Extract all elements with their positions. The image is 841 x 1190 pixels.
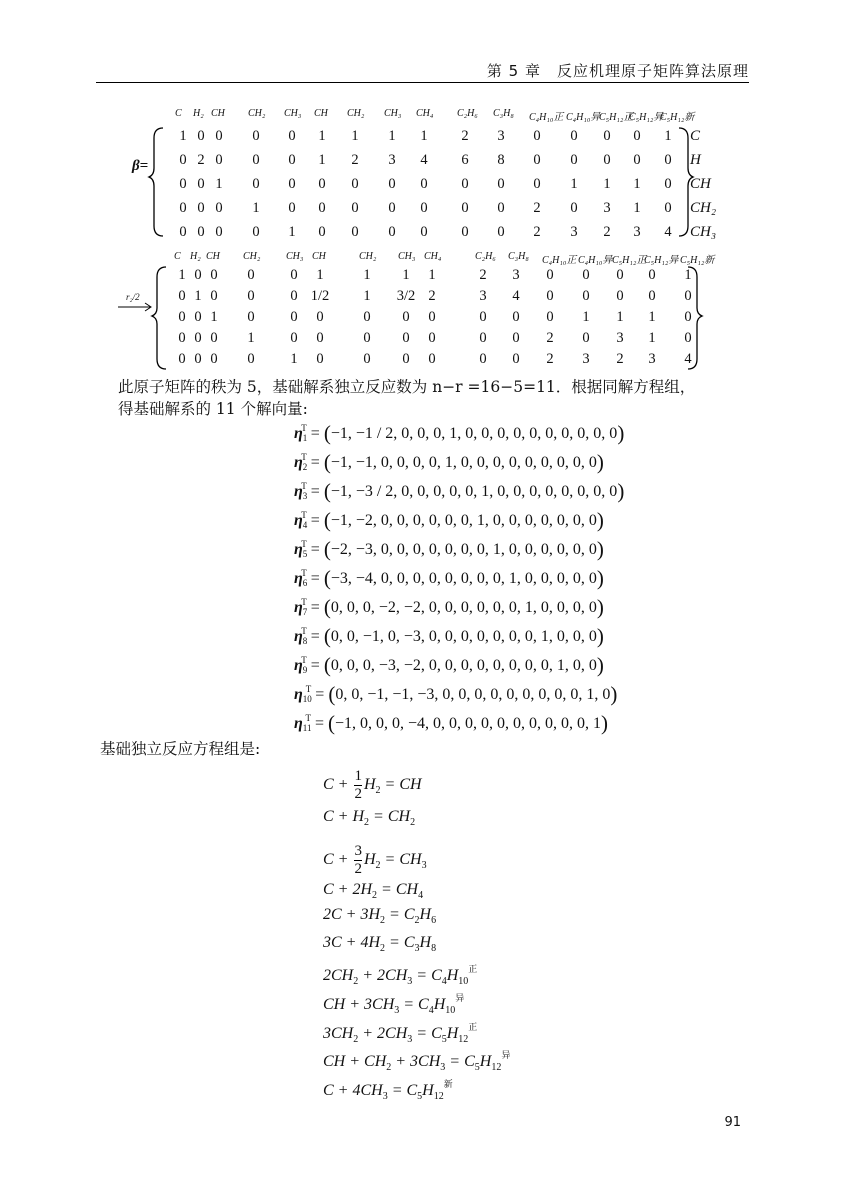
matrix-row-label: CH₃ [690,224,717,240]
matrix-cell: 0 [582,267,590,283]
matrix-cell: 3 [633,224,641,240]
matrix-cell: 4 [420,152,428,168]
vector-symbol: η [294,686,303,703]
matrix-cell: 1 [363,267,371,283]
matrix-cell: 0 [633,128,641,144]
matrix-column-header: CH₂ [347,108,365,119]
matrix-cell: 0 [194,309,202,325]
matrix-cell: 1 [210,309,218,325]
matrix-cell: 0 [461,224,469,240]
matrix-cell: 8 [497,152,505,168]
matrix-cell: 0 [633,152,641,168]
matrix-cell: 0 [582,330,590,346]
matrix-cell: 3/2 [396,288,416,304]
matrix-cell: 2 [461,128,469,144]
solution-vector: $\eta_9^T = (0$, 0, 0, −3, −2, 0, 0, 0, 0, 0, 0, 0, 0, 1, 0, 0) [294,653,604,677]
matrix-cell: 1 [570,176,578,192]
matrix-cell: 0 [570,128,578,144]
matrix-cell: 0 [252,176,260,192]
vector-symbol: η [294,657,303,674]
reaction-equation: $2C + 3H_2 = C_2H_6$ [323,906,437,926]
solution-vector: $\eta_2^T = (-1$, −1, 0, 0, 0, 0, 1, 0, 0, 0, 0, 0, 0, 0, 0, 0) [294,450,604,474]
matrix-cell: 1 [402,267,410,283]
matrix-cell: 3 [570,224,578,240]
matrix-cell: 0 [210,288,218,304]
matrix-cell: 1 [351,128,359,144]
matrix-cell: 0 [288,152,296,168]
matrix-cell: 0 [288,176,296,192]
vector-symbol: η [294,715,303,732]
vector-symbol: η [294,512,303,529]
matrix-cell: 0 [684,330,692,346]
vector-components: = (−2, −3, 0, 0, 0, 0, 0, 0, 0, 1, 0, 0, 0, 0, 0, 0) [306,537,604,561]
matrix-cell: 0 [479,309,487,325]
matrix-cell: 0 [582,288,590,304]
reaction-equation: $3C + 4H_2 = C_3H_8$ [323,934,437,954]
matrix-column-header: C₅H₁₂正 [599,112,634,123]
matrix-cell: 0 [290,330,298,346]
reduced-matrix [0,245,841,375]
reaction-equation: $2CH_2 + 2CH_3 = C_4H_{10}^正$ [323,964,478,987]
matrix-cell: 0 [197,200,205,216]
matrix-cell: 1 [215,176,223,192]
equations-intro: 基础独立反应方程组是: [100,740,261,758]
matrix-cell: 0 [197,176,205,192]
matrix-column-header: C₄H₁₀正 [542,255,577,266]
matrix-cell: 4 [512,288,520,304]
atom-matrix-beta [0,100,841,240]
matrix-cell: 4 [664,224,672,240]
matrix-cell: 0 [247,309,255,325]
matrix-cell: 0 [533,152,541,168]
matrix-cell: 0 [179,224,187,240]
vector-components: = (0, 0, 0, −2, −2, 0, 0, 0, 0, 0, 0, 1, 0, 0, 0, 0) [306,595,604,619]
matrix-cell: 0 [420,224,428,240]
matrix-cell: 6 [461,152,469,168]
matrix-cell: 1 [288,224,296,240]
matrix-column-header: CH [312,251,326,262]
matrix-cell: 0 [288,128,296,144]
matrix-cell: 1 [648,330,656,346]
matrix-cell: 0 [512,309,520,325]
matrix-cell: 2 [351,152,359,168]
matrix-cell: 0 [428,330,436,346]
solution-vector: $\eta_{10}^T = (0$, 0, −1, −1, −3, 0, 0, 0, 0, 0, 0, 0, 0, 0, 1, 0) [294,682,618,706]
rank-paragraph: 此原子矩阵的秩为 5，基础解系独立反应数为 n−r =16−5=11．根据同解方程组， [118,378,696,396]
matrix-cell: 0 [512,330,520,346]
vector-symbol: η [294,483,303,500]
matrix-column-header: H₂ [193,108,204,119]
matrix-column-header: C₃H₈ [493,108,514,119]
matrix-cell: 1 [316,267,324,283]
matrix-column-header: CH₂ [359,251,377,262]
matrix-column-header: H₂ [190,251,201,262]
matrix-cell: 0 [210,267,218,283]
matrix-cell: 0 [179,200,187,216]
reaction-equation: $3CH_2 + 2CH_3 = C_5H_{12}^正$ [323,1022,478,1045]
matrix-cell: 0 [290,267,298,283]
matrix-column-header: C₃H₈ [508,251,529,262]
matrix-cell: 0 [179,152,187,168]
matrix-cell: 1 [318,128,326,144]
page-number: 91 [724,1115,741,1130]
matrix-cell: 3 [603,200,611,216]
matrix-cell: 0 [428,309,436,325]
matrix-cell: 1 [633,176,641,192]
matrix-cell: 0 [363,309,371,325]
matrix-cell: 1 [178,267,186,283]
matrix-cell: 0 [316,330,324,346]
matrix-cell: 0 [179,176,187,192]
matrix-cell: 0 [684,288,692,304]
matrix-cell: 0 [363,330,371,346]
matrix-cell: 1 [684,267,692,283]
matrix-cell: 0 [388,224,396,240]
matrix-cell: 2 [197,152,205,168]
matrix-cell: 0 [197,224,205,240]
matrix-cell: 0 [402,330,410,346]
solution-vector: $\eta_5^T = (-2$, −3, 0, 0, 0, 0, 0, 0, 0, 1, 0, 0, 0, 0, 0, 0) [294,537,604,561]
matrix-cell: 1 [428,267,436,283]
matrix-cell: 1 [664,128,672,144]
matrix-column-header: C₂H₆ [475,251,496,262]
matrix-cell: 0 [178,309,186,325]
matrix-cell: 0 [178,351,186,367]
matrix-cell: 1 [648,309,656,325]
reaction-equation: C + $\frac{3}{2}$ $H_2 = CH_3$ [323,843,427,877]
matrix-cell: 0 [247,288,255,304]
matrix-cell: 0 [512,351,520,367]
matrix-cell: 0 [461,200,469,216]
reaction-equation: CH + $3CH_3 = C_4H_{10}^异$ [323,993,465,1016]
matrix-column-header: C₅H₁₂正 [612,255,647,266]
matrix-cell: 0 [388,176,396,192]
matrix-beta-brackets [0,100,841,240]
matrix-cell: 1 [388,128,396,144]
matrix-column-header: CH [314,108,328,119]
matrix-cell: 2 [546,330,554,346]
matrix-column-header: C₄H₁₀正 [529,112,564,123]
matrix-cell: 0 [497,200,505,216]
matrix-cell: 4 [684,351,692,367]
matrix-row-label: H [690,152,701,168]
matrix-cell: 0 [546,288,554,304]
matrix-cell: 0 [215,152,223,168]
matrix-row-label: C [690,128,701,144]
matrix-column-header: CH [206,251,220,262]
reaction-equation: $C + 4CH_3 = C_5H_{12}^新$ [323,1079,453,1102]
matrix-cell: 0 [497,176,505,192]
matrix-column-header: C₅H₁₂新 [680,255,715,266]
matrix-column-header: C [174,251,181,262]
matrix-cell: 0 [210,330,218,346]
vector-components: = (−1, −3 / 2, 0, 0, 0, 0, 0, 1, 0, 0, 0, 0, 0, 0, 0, 0) [306,479,625,503]
vector-symbol: η [294,599,303,616]
matrix-column-header: C₅H₁₂异 [644,255,679,266]
matrix-row-label: CH₂ [690,200,717,216]
matrix-cell: 0 [402,309,410,325]
matrix-cell: 0 [194,330,202,346]
vector-components: = (0, 0, 0, −3, −2, 0, 0, 0, 0, 0, 0, 0, 0, 1, 0, 0) [306,653,604,677]
matrix-cell: 1 [290,351,298,367]
vector-components: = (−1, −1 / 2, 0, 0, 0, 1, 0, 0, 0, 0, 0, 0, 0, 0, 0, 0) [306,421,625,445]
vector-components: = (−1, 0, 0, 0, −4, 0, 0, 0, 0, 0, 0, 0, 0, 0, 0, 1) [310,711,609,735]
matrix-cell: 3 [648,351,656,367]
matrix-cell: 1 [194,288,202,304]
vector-symbol: η [294,541,303,558]
matrix-cell: 1 [318,152,326,168]
matrix-cell: 0 [318,200,326,216]
matrix-cell: 0 [194,267,202,283]
matrix-cell: 2 [533,224,541,240]
matrix-cell: 0 [316,309,324,325]
matrix-cell: 2 [428,288,436,304]
matrix-cell: 3 [616,330,624,346]
matrix-cell: 1 [179,128,187,144]
matrix-cell: 0 [252,224,260,240]
matrix-cell: 1 [363,288,371,304]
matrix-cell: 0 [428,351,436,367]
vector-components: = (−1, −2, 0, 0, 0, 0, 0, 0, 1, 0, 0, 0, 0, 0, 0, 0) [306,508,604,532]
matrix-cell: 0 [318,224,326,240]
matrix-cell: 0 [288,200,296,216]
matrix-cell: 0 [479,330,487,346]
vector-components: = (−3, −4, 0, 0, 0, 0, 0, 0, 0, 0, 1, 0, 0, 0, 0, 0) [306,566,604,590]
matrix-cell: 0 [194,351,202,367]
matrix-cell: 0 [252,152,260,168]
matrix-column-header: CH [211,108,225,119]
matrix-cell: 0 [351,176,359,192]
solution-vector: $\eta_7^T = (0$, 0, 0, −2, −2, 0, 0, 0, 0, 0, 0, 1, 0, 0, 0, 0) [294,595,604,619]
matrix-cell: 2 [616,351,624,367]
vector-components: = (0, 0, −1, 0, −3, 0, 0, 0, 0, 0, 0, 0, 1, 0, 0, 0) [306,624,604,648]
matrix-cell: 0 [570,152,578,168]
reaction-equation: $C + 2H_2 = CH_4$ [323,881,424,901]
matrix-cell: 0 [603,128,611,144]
matrix-cell: 1 [252,200,260,216]
matrix-cell: 0 [420,176,428,192]
matrix-cell: 3 [388,152,396,168]
matrix-column-header: CH₄ [424,251,442,262]
matrix-cell: 0 [290,288,298,304]
matrix-cell: 1 [603,176,611,192]
matrix-cell: 0 [247,351,255,367]
vector-symbol: η [294,628,303,645]
matrix-column-header: C₂H₆ [457,108,478,119]
matrix-cell: 2 [479,267,487,283]
solution-vector: $\eta_1^T = (-1$, −1 / 2, 0, 0, 0, 1, 0, 0, 0, 0, 0, 0, 0, 0, 0, 0) [294,421,625,445]
matrix-cell: 0 [648,267,656,283]
matrix-row-label: CH [690,176,711,192]
matrix-column-header: CH₃ [398,251,416,262]
matrix-cell: 3 [582,351,590,367]
matrix-cell: 0 [247,267,255,283]
row-operation-label: r₂/2 [126,292,140,302]
matrix-cell: 1 [420,128,428,144]
matrix-cell: 0 [215,128,223,144]
matrix-cell: 2 [533,200,541,216]
matrix-cell: 0 [351,224,359,240]
matrix-cell: 0 [402,351,410,367]
matrix-cell: 1 [582,309,590,325]
matrix-cell: 0 [316,351,324,367]
solution-vector: $\eta_3^T = (-1$, −3 / 2, 0, 0, 0, 0, 0, 1, 0, 0, 0, 0, 0, 0, 0, 0) [294,479,625,503]
matrix-cell: 0 [648,288,656,304]
reaction-equation: CH + $CH_2 + 3CH_3 = C_5H_{12}^异$ [323,1050,511,1073]
matrix-cell: 0 [252,128,260,144]
matrix-cell: 0 [497,224,505,240]
vector-symbol: η [294,570,303,587]
vector-symbol: η [294,425,303,442]
reaction-equation: C + $\frac{1}{2}$ $H_2$ = CH [323,768,422,802]
matrix-cell: 0 [664,176,672,192]
matrix-column-header: CH₂ [248,108,266,119]
reaction-equation: $C + H_2 = CH_2$ [323,808,416,828]
matrix-cell: 0 [533,176,541,192]
matrix-cell: 0 [290,309,298,325]
matrix-column-header: C₄H₁₀异 [578,255,613,266]
matrix-cell: 0 [363,351,371,367]
matrix-cell: 0 [616,288,624,304]
matrix-beta-label: β= [132,158,149,174]
matrix-cell: 2 [546,351,554,367]
matrix-cell: 0 [616,267,624,283]
matrix-cell: 0 [210,351,218,367]
matrix-cell: 0 [351,200,359,216]
matrix-cell: 0 [318,176,326,192]
matrix-cell: 3 [512,267,520,283]
matrix-cell: 0 [479,351,487,367]
matrix-column-header: CH₃ [284,108,302,119]
matrix-cell: 0 [197,128,205,144]
vector-symbol: η [294,454,303,471]
matrix-cell: 3 [497,128,505,144]
matrix-cell: 0 [664,152,672,168]
matrix-cell: 1 [616,309,624,325]
matrix-cell: 1/2 [310,288,330,304]
vector-components: = (0, 0, −1, −1, −3, 0, 0, 0, 0, 0, 0, 0, 0, 0, 1, 0) [311,682,618,706]
matrix-cell: 0 [570,200,578,216]
solution-vector: $\eta_{11}^T = (-1$, 0, 0, 0, −4, 0, 0, 0, 0, 0, 0, 0, 0, 0, 0, 1) [294,711,609,735]
matrix-column-header: C₅H₁₂异 [629,112,664,123]
matrix-cell: 0 [664,200,672,216]
solution-vector: $\eta_6^T = (-3$, −4, 0, 0, 0, 0, 0, 0, 0, 0, 1, 0, 0, 0, 0, 0) [294,566,604,590]
matrix-cell: 0 [215,224,223,240]
matrix-cell: 0 [546,309,554,325]
matrix-cell: 0 [533,128,541,144]
vector-components: = (−1, −1, 0, 0, 0, 0, 1, 0, 0, 0, 0, 0, 0, 0, 0, 0) [306,450,604,474]
matrix-cell: 0 [546,267,554,283]
matrix-cell: 0 [178,330,186,346]
matrix-cell: 0 [684,309,692,325]
matrix-cell: 0 [388,200,396,216]
matrix-cell: 0 [215,200,223,216]
solution-vector: $\eta_8^T = (0$, 0, −1, 0, −3, 0, 0, 0, 0, 0, 0, 0, 1, 0, 0, 0) [294,624,604,648]
matrix-cell: 0 [420,200,428,216]
matrix-column-header: CH₃ [286,251,304,262]
matrix-column-header: C₄H₁₀异 [566,112,601,123]
matrix-cell: 0 [603,152,611,168]
matrix-column-header: CH₃ [384,108,402,119]
matrix-cell: 0 [461,176,469,192]
running-header: 第 5 章 反应机理原子矩阵算法原理 [96,60,749,83]
matrix-cell: 3 [479,288,487,304]
solution-intro: 得基础解系的 11 个解向量: [118,400,308,418]
matrix-cell: 0 [178,288,186,304]
matrix-column-header: CH₂ [243,251,261,262]
matrix-cell: 2 [603,224,611,240]
solution-vector: $\eta_4^T = (-1$, −2, 0, 0, 0, 0, 0, 0, 1, 0, 0, 0, 0, 0, 0, 0) [294,508,604,532]
matrix-cell: 1 [633,200,641,216]
matrix-column-header: C [175,108,182,119]
matrix-cell: 1 [247,330,255,346]
matrix-column-header: C₅H₁₂新 [660,112,695,123]
matrix-column-header: CH₄ [416,108,434,119]
